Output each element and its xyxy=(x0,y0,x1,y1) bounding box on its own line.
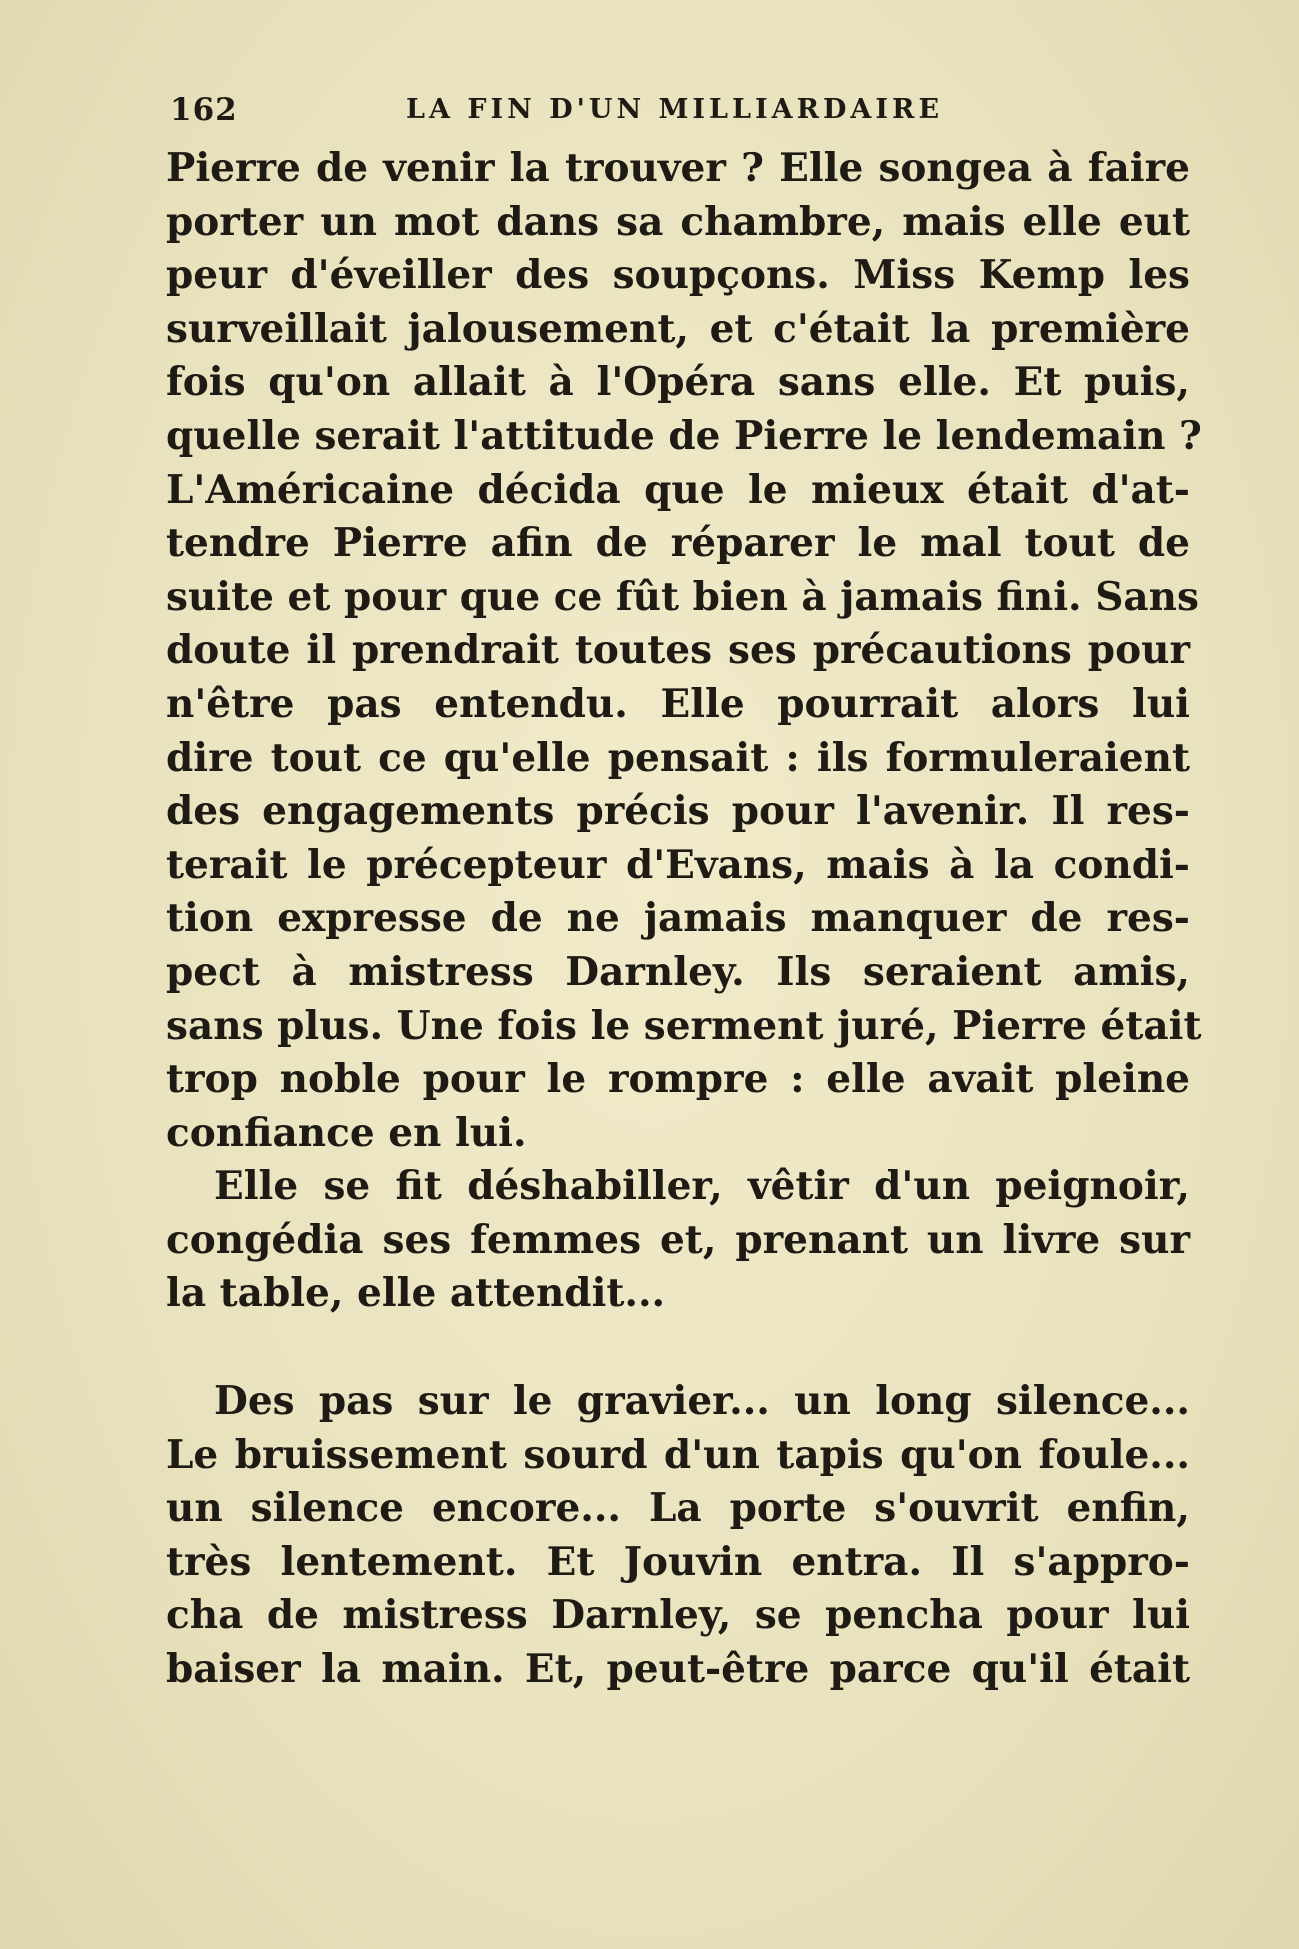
text-line: tendre Pierre afin de réparer le mal tout de xyxy=(166,520,1190,567)
running-title: LA FIN D'UN MILLIARDAIRE xyxy=(406,94,944,125)
text-line: dire tout ce qu'elle pensait : ils formuleraient xyxy=(166,734,1190,781)
text-line: tion expresse de ne jamais manquer de res- xyxy=(166,895,1190,942)
paragraph-2 xyxy=(166,1160,1190,1321)
paragraph-3 xyxy=(166,1375,1190,1697)
text-line: sans plus. Une fois le serment juré, Pierre était xyxy=(166,1002,1202,1049)
text-line: doute il prendrait toutes ses précautions pour xyxy=(166,627,1190,674)
text-line: suite et pour que ce fût bien à jamais fini. Sans xyxy=(166,573,1199,620)
text-line: très lentement. Et Jouvin entra. Il s'appro- xyxy=(166,1538,1190,1585)
text-line: terait le précepteur d'Evans, mais à la condi- xyxy=(166,841,1190,888)
text-line: la table, elle attendit... xyxy=(166,1270,666,1317)
body-text xyxy=(166,142,1202,1697)
text-line: n'être pas entendu. Elle pourrait alors lui xyxy=(166,680,1190,727)
text-line: Le bruissement sourd d'un tapis qu'on foule... xyxy=(166,1431,1190,1478)
text-line: cha de mistress Darnley, se pencha pour lui xyxy=(166,1592,1190,1639)
text-line: baiser la main. Et, peut-être parce qu'il était xyxy=(166,1646,1190,1693)
text-line: un silence encore... La porte s'ouvrit enfin, xyxy=(166,1485,1190,1532)
text-line: pect à mistress Darnley. Ils seraient amis, xyxy=(166,948,1190,995)
page-number: 162 xyxy=(170,92,238,128)
text-line: quelle serait l'attitude de Pierre le lendemain ? xyxy=(166,412,1202,459)
text-line: des engagements précis pour l'avenir. Il res- xyxy=(166,788,1190,835)
text-line: congédia ses femmes et, prenant un livre sur xyxy=(166,1216,1190,1263)
text-line: Elle se fit déshabiller, vêtir d'un peignoir, xyxy=(214,1163,1190,1210)
text-line: peur d'éveiller des soupçons. Miss Kemp les xyxy=(166,252,1190,299)
text-line: confiance en lui. xyxy=(166,1109,527,1156)
text-line: L'Américaine décida que le mieux était d'at- xyxy=(166,466,1190,513)
running-header xyxy=(166,92,1190,142)
text-line: Des pas sur le gravier... un long silence... xyxy=(214,1378,1190,1425)
text-line: surveillait jalousement, et c'était la première xyxy=(166,305,1190,352)
text-line: trop noble pour le rompre : elle avait pleine xyxy=(166,1056,1190,1103)
book-page xyxy=(166,92,1202,1697)
text-line: fois qu'on allait à l'Opéra sans elle. Et puis, xyxy=(166,359,1190,406)
section-break xyxy=(166,1321,1190,1375)
paragraph-1 xyxy=(166,142,1202,1160)
text-line: Pierre de venir la trouver ? Elle songea à faire xyxy=(166,145,1190,191)
text-line: porter un mot dans sa chambre, mais elle eut xyxy=(166,198,1190,245)
